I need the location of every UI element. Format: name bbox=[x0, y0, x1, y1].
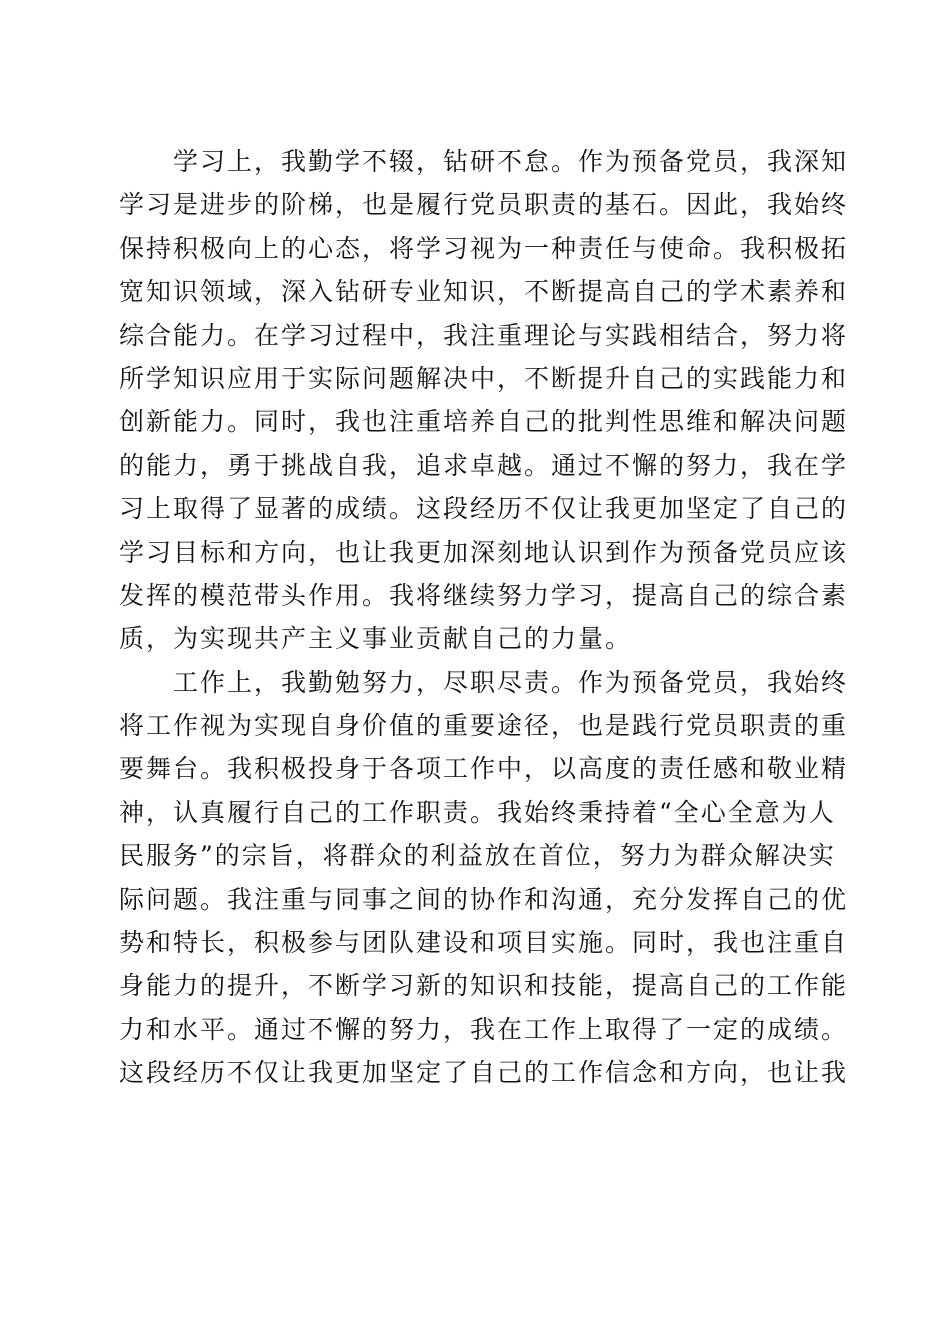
paragraph-line: 际问题。我注重与同事之间的协作和沟通，充分发挥自己的优 bbox=[119, 884, 849, 914]
paragraph-line: 民服务”的宗旨，将群众的利益放在首位，努力为群众解决实 bbox=[119, 841, 836, 871]
paragraph-study bbox=[119, 140, 849, 661]
paragraph-line: 创新能力。同时，我也注重培养自己的批判性思维和解决问题 bbox=[119, 407, 849, 437]
paragraph-line: 发挥的模范带头作用。我将继续努力学习，提高自己的综合素 bbox=[119, 580, 849, 610]
paragraph-line: 综合能力。在学习过程中，我注重理论与实践相结合，努力将 bbox=[119, 320, 849, 350]
paragraph-line: 的能力，勇于挑战自我，追求卓越。通过不懈的努力，我在学 bbox=[119, 450, 849, 480]
paragraph-line: 习上取得了显著的成绩。这段经历不仅让我更加坚定了自己的 bbox=[119, 494, 849, 524]
paragraph-line: 将工作视为实现自身价值的重要途径，也是践行党员职责的重 bbox=[119, 711, 849, 741]
paragraph-work bbox=[119, 661, 849, 1095]
paragraph-line: 神，认真履行自己的工作职责。我始终秉持着“全心全意为人 bbox=[119, 797, 836, 827]
paragraph-line: 力和水平。通过不懈的努力，我在工作上取得了一定的成绩。 bbox=[119, 1014, 849, 1044]
paragraph-line: 这段经历不仅让我更加坚定了自己的工作信念和方向，也让我 bbox=[119, 1058, 849, 1088]
paragraph-line: 势和特长，积极参与团队建设和项目实施。同时，我也注重自 bbox=[119, 928, 849, 958]
paragraph-line: 所学知识应用于实际问题解决中，不断提升自己的实践能力和 bbox=[119, 363, 849, 393]
paragraph-line: 要舞台。我积极投身于各项工作中，以高度的责任感和敬业精 bbox=[119, 754, 849, 784]
paragraph-line: 宽知识领域，深入钻研专业知识，不断提高自己的学术素养和 bbox=[119, 277, 849, 307]
paragraph-line: 学习目标和方向，也让我更加深刻地认识到作为预备党员应该 bbox=[119, 537, 849, 567]
paragraph-line: 身能力的提升，不断学习新的知识和技能，提高自己的工作能 bbox=[119, 971, 849, 1001]
paragraph-line: 学习上，我勤学不辍，钻研不怠。作为预备党员，我深知 bbox=[173, 147, 849, 176]
paragraph-line: 工作上，我勤勉努力，尽职尽责。作为预备党员，我始终 bbox=[173, 667, 849, 697]
paragraph-line: 质，为实现共产主义事业贡献自己的力量。 bbox=[119, 624, 633, 654]
document-body bbox=[119, 140, 849, 1095]
paragraph-line: 学习是进步的阶梯，也是履行党员职责的基石。因此，我始终 bbox=[119, 190, 849, 220]
paragraph-line: 保持积极向上的心态，将学习视为一种责任与使命。我积极拓 bbox=[119, 233, 849, 263]
